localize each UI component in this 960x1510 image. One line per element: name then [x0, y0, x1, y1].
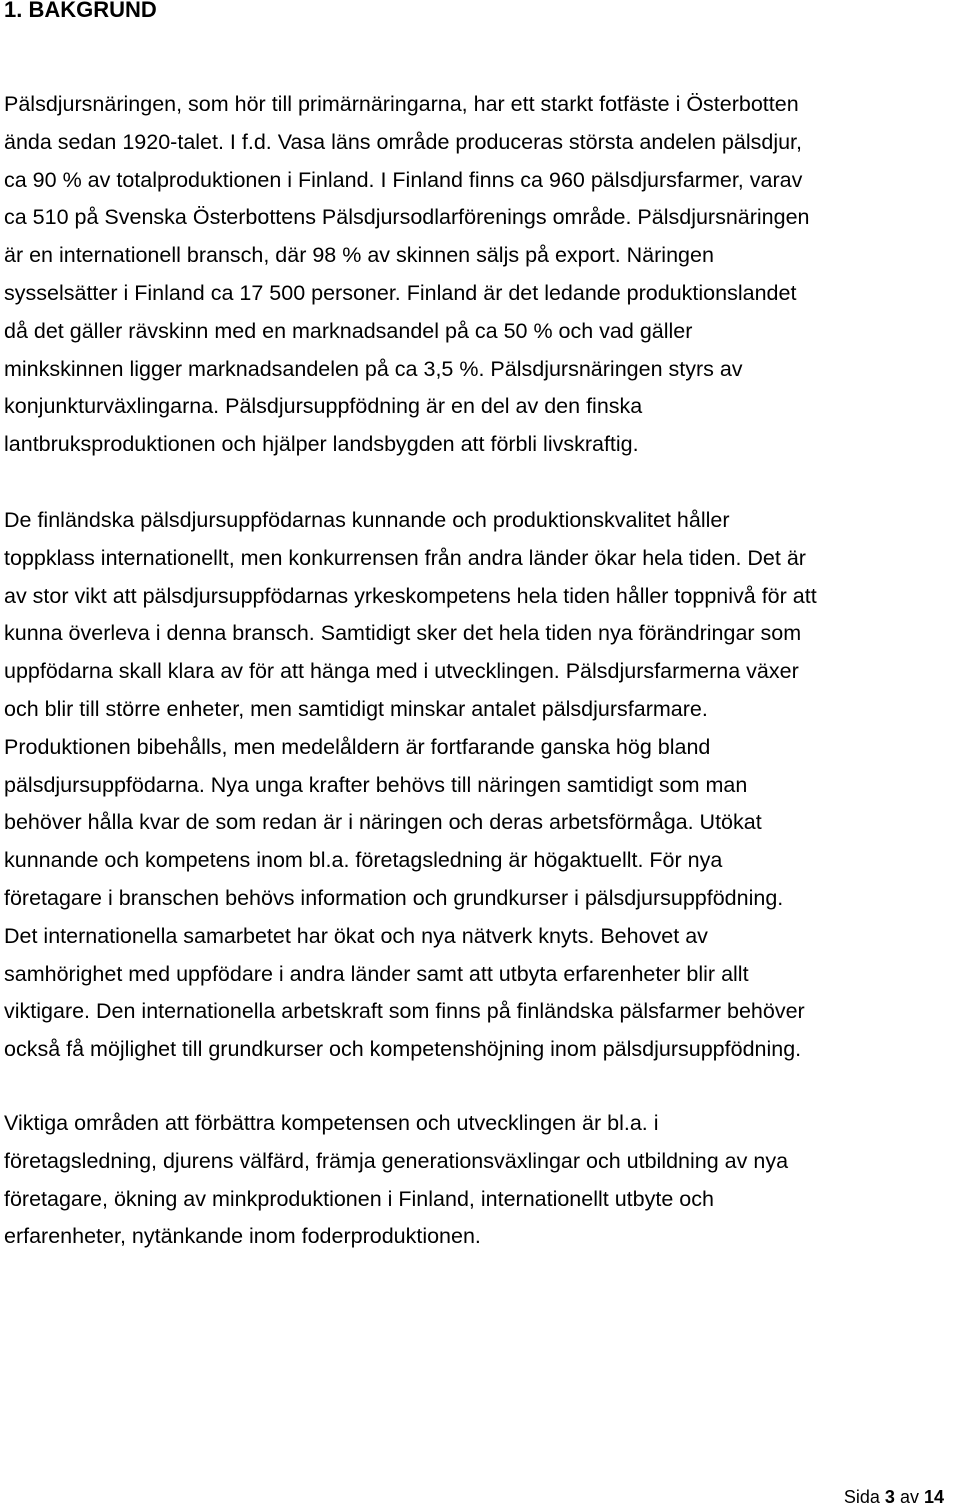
text-line: företagare i branschen behövs information och grundkurser i pälsdjursuppfödning. [4, 885, 784, 910]
text-line: samhörighet med uppfödare i andra länder samt att utbyta erfarenheter blir allt [4, 961, 749, 986]
text-line: toppklass internationellt, men konkurrensen från andra länder ökar hela tiden. Det är [4, 545, 806, 570]
text-line: erfarenheter, nytänkande inom foderproduktionen. [4, 1224, 481, 1249]
text-line: ca 90 % av totalproduktionen i Finland. I Finland finns ca 960 pälsdjursfarmer, varav [4, 167, 803, 192]
text-line: uppfödarna skall klara av för att hänga med i utvecklingen. Pälsdjursfarmerna växer [4, 659, 799, 684]
text-line: ända sedan 1920-talet. I f.d. Vasa läns område produceras största andelen pälsdjur, [4, 129, 802, 154]
text-line: Det internationella samarbetet har ökat och nya nätverk knyts. Behovet av [4, 923, 708, 948]
text-line: behöver hålla kvar de som redan är i näringen och deras arbetsförmåga. Utökat [4, 810, 762, 835]
text-line: lantbruksproduktionen och hjälper landsbygden att förbli livskraftig. [4, 432, 639, 457]
text-line: konjunkturväxlingarna. Pälsdjursuppfödning är en del av den finska [4, 394, 643, 419]
text-line: Viktiga områden att förbättra kompetensen och utvecklingen är bl.a. i [4, 1111, 659, 1135]
page-number [844, 1484, 944, 1510]
paragraph-2 [4, 502, 817, 1069]
text-line: också få möjlighet till grundkurser och kompetenshöjning inom pälsdjursuppfödning. [4, 1037, 802, 1062]
text-line: av stor vikt att pälsdjursuppfödarnas yrkeskompetens hela tiden håller toppnivå för att [4, 583, 817, 608]
text-line: då det gäller rävskinn med en marknadsandel på ca 50 % och vad gäller [4, 318, 693, 343]
section-heading: 1. BAKGRUND [4, 0, 157, 22]
text-line: ca 510 på Svenska Österbottens Pälsdjursodlarförenings område. Pälsdjursnäringen [4, 205, 810, 230]
page-number-total: 14 [923, 1487, 944, 1507]
text-line: De finländska pälsdjursuppfödarnas kunnande och produktionskvalitet håller [4, 508, 730, 532]
text-line: företagare, ökning av minkproduktionen i Finland, internationellt utbyte och [4, 1186, 714, 1211]
text-line: pälsdjursuppfödarna. Nya unga krafter behövs till näringen samtidigt som man [4, 772, 748, 797]
text-line: kunnande och kompetens inom bl.a. företagsledning är högaktuellt. För nya [4, 848, 723, 873]
text-line: Pälsdjursnäringen, som hör till primärnäringarna, har ett starkt fotfäste i Österbotten [4, 92, 799, 116]
text-line: och blir till större enheter, men samtidigt minskar antalet pälsdjursfarmare. [4, 696, 708, 721]
paragraph-3 [4, 1105, 788, 1256]
text-line: kunna överleva i denna bransch. Samtidigt sker det hela tiden nya förändringar som [4, 621, 802, 646]
text-line: viktigare. Den internationella arbetskraft som finns på finländska pälsfarmer behöver [4, 999, 805, 1024]
text-line: sysselsätter i Finland ca 17 500 personer. Finland är det ledande produktionslandet [4, 280, 797, 305]
text-line: företagsledning, djurens välfärd, främja generationsväxlingar och utbildning av nya [4, 1148, 789, 1173]
page-number-separator: av [899, 1487, 919, 1507]
text-line: är en internationell bransch, där 98 % av skinnen säljs på export. Näringen [4, 243, 714, 268]
text-line: minkskinnen ligger marknadsandelen på ca 3,5 %. Pälsdjursnäringen styrs av [4, 356, 743, 381]
paragraph-1 [4, 86, 810, 464]
page-number-current: 3 [884, 1487, 895, 1507]
page-number-prefix: Sida [843, 1487, 880, 1507]
text-line: Produktionen bibehålls, men medelåldern är fortfarande ganska hög bland [4, 734, 711, 759]
